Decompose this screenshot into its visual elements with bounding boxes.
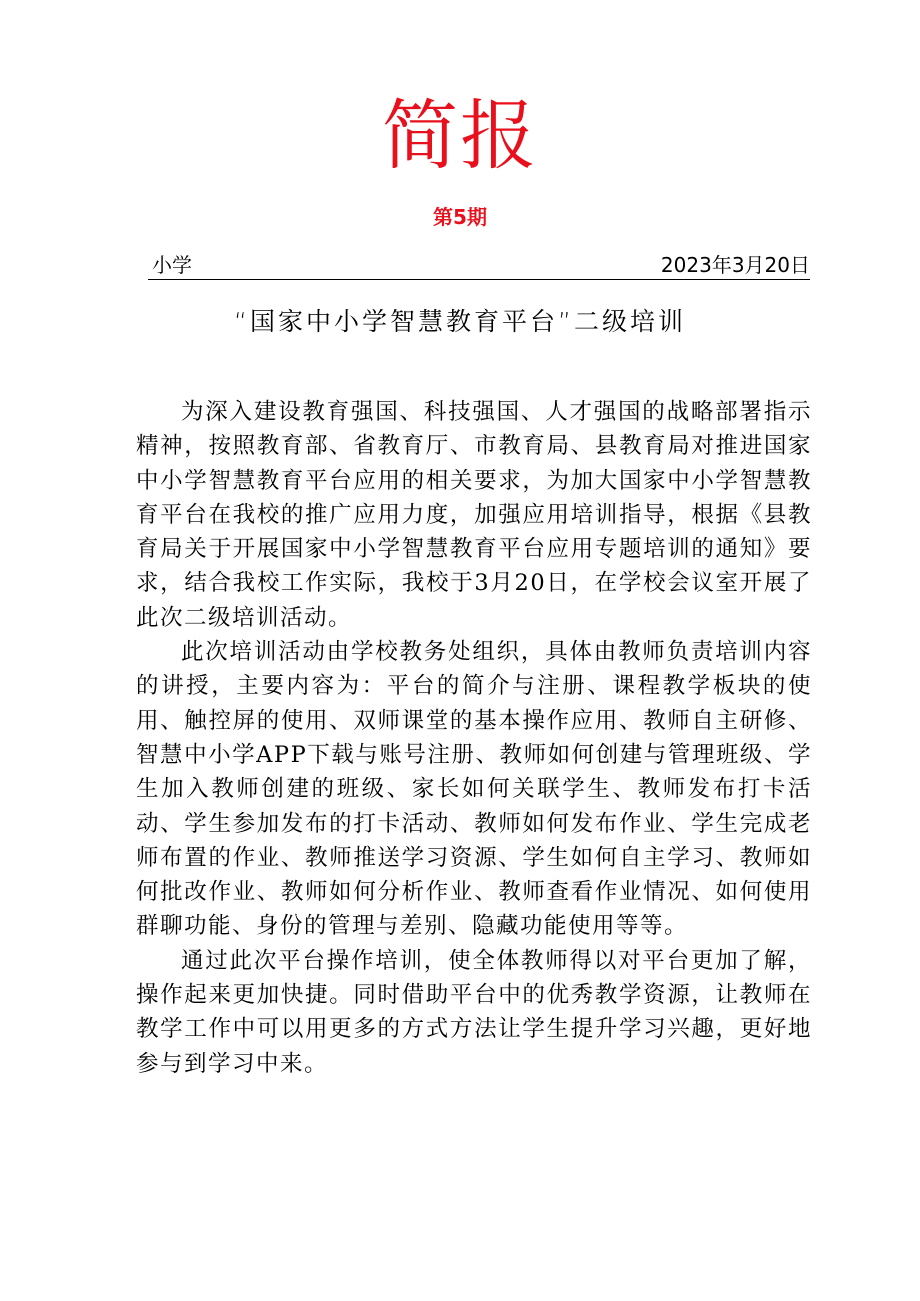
paragraph: 此次培训活动由学校教务处组织，具体由教师负责培训内容的讲授，主要内容为：平台的简介与注册、课程教学板块的使用、触控屏的使用、双师课堂的基本操作应用、教师自主研修、智慧中小学APP下载与账号注册、教师如何创建与管理班级、学生加入教师创建的班级、家长如何关联学生、教师发布打卡活动、学生参加发布的打卡活动、教师如何发布作业、学生完成老师布置的作业、教师推送学习资源、学生如何自主学习、教师如何批改作业、教师如何分析作业、教师查看作业情况、如何使用群聊功能、身份的管理与差别、隐藏功能使用等等。	[136, 639, 812, 940]
issue-date: 2023年3月20日	[660, 253, 810, 277]
article-headline: “国家中小学智慧教育平台”二级培训	[234, 307, 686, 336]
masthead-title: 简报	[382, 91, 538, 180]
issue-number: 第5期	[433, 205, 487, 229]
organization-name: 小学	[152, 253, 192, 277]
paragraph: 为深入建设教育强国、科技强国、人才强国的战略部署指示精神，按照教育部、省教育厅、市教育局、县教育局对推进国家中小学智慧教育平台应用的相关要求，为加大国家中小学智慧教育平台在我校的推广应用力度，加强应用培训指导，根据《县教育局关于开展国家中小学智慧教育平台应用专题培训的通知》要求，结合我校工作实际，我校于3月20日，在学校会议室开展了此次二级培训活动。	[136, 399, 812, 631]
issue-info-line	[148, 251, 810, 280]
article-body	[136, 395, 812, 1081]
paragraph: 通过此次平台操作培训，使全体教师得以对平台更加了解，操作起来更加快捷。同时借助平台中的优秀教学资源，让教师在教学工作中可以用更多的方式方法让学生提升学习兴趣，更好地参与到学习中来。	[136, 947, 812, 1077]
